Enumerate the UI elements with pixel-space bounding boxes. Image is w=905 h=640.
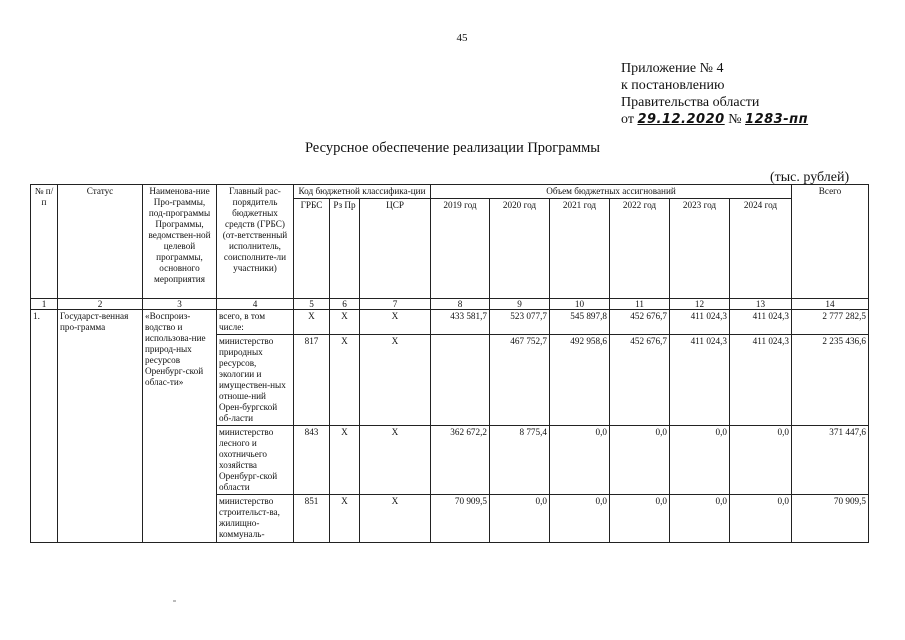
number-sign: № [728,112,742,127]
row-value: 0,0 [610,495,670,543]
item-status: Государст-венная про-грамма [58,310,143,543]
scan-artifact [173,600,176,602]
row-grbs: X [294,310,330,335]
column-number: 14 [792,299,869,310]
row-csr: X [360,426,431,495]
row-value: 0,0 [730,495,792,543]
handwritten-number: 1283-пп [745,112,809,127]
header-allocations: Объем бюджетных ассигнований [431,185,792,199]
row-rzpr: X [330,335,360,426]
column-number: 2 [58,299,143,310]
date-prefix: от [621,112,634,127]
column-number: 7 [360,299,431,310]
header-year: 2019 год [431,199,490,299]
appendix-reference: к постановлению [621,78,725,93]
header-status: Статус [58,185,143,299]
row-value: 0,0 [490,495,550,543]
column-number: 11 [610,299,670,310]
appendix-authority: Правительства области [621,95,760,110]
row-value: 70 909,5 [431,495,490,543]
resource-table [30,184,869,543]
row-grbs: 851 [294,495,330,543]
row-value: 0,0 [670,495,730,543]
column-number: 8 [431,299,490,310]
row-total: 2 235 436,6 [792,335,869,426]
header-name: Наименова-ние Про-граммы, под-программы Программы, ведомствен-ной целевой программы, основного мероприятия [143,185,217,299]
row-executor: министерство лесного и охотничьего хозяйства Оренбург-ской области [217,426,294,495]
column-number: 1 [31,299,58,310]
row-value: 545 897,8 [550,310,610,335]
header-year: 2021 год [550,199,610,299]
header-year: 2022 год [610,199,670,299]
page-number: 45 [456,32,468,44]
row-value: 411 024,3 [730,335,792,426]
row-value: 523 077,7 [490,310,550,335]
row-value: 362 672,2 [431,426,490,495]
row-grbs: 843 [294,426,330,495]
header-csr: ЦСР [360,199,431,299]
row-value: 0,0 [730,426,792,495]
row-value: 452 676,7 [610,310,670,335]
row-value: 411 024,3 [670,310,730,335]
row-value: 0,0 [550,495,610,543]
row-executor: министерство строительст-ва, жилищно-коммуналь- [217,495,294,543]
column-number: 6 [330,299,360,310]
column-number: 4 [217,299,294,310]
item-name: «Воспроиз-водство и использова-ние природ-ных ресурсов Оренбург-ской облас-ти» [143,310,217,543]
column-numbers-row [31,299,869,310]
row-csr: X [360,495,431,543]
row-value: 8 775,4 [490,426,550,495]
header-budget-code: Код бюджетной классифика-ции [294,185,431,199]
header-row-1 [31,185,869,199]
column-number: 5 [294,299,330,310]
row-total: 371 447,6 [792,426,869,495]
column-number: 10 [550,299,610,310]
row-rzpr: X [330,495,360,543]
header-year: 2020 год [490,199,550,299]
header-executor: Главный рас-порядитель бюджетных средств (ГРБС) (от-ветственный исполнитель, соисполните-ли участники) [217,185,294,299]
table-row [31,310,869,335]
appendix-title: Приложение № 4 [621,61,724,76]
row-total: 2 777 282,5 [792,310,869,335]
row-value: 411 024,3 [730,310,792,335]
row-value: 467 752,7 [490,335,550,426]
row-rzpr: X [330,310,360,335]
header-num: № п/п [31,185,58,299]
row-value: 433 581,7 [431,310,490,335]
column-number: 12 [670,299,730,310]
row-executor: всего, в том числе: [217,310,294,335]
row-value: 492 958,6 [550,335,610,426]
header-total: Всего [792,185,869,299]
header-year: 2024 год [730,199,792,299]
handwritten-date: 29.12.2020 [637,112,725,127]
header-year: 2023 год [670,199,730,299]
row-csr: X [360,310,431,335]
row-value: 0,0 [610,426,670,495]
row-value: 0,0 [670,426,730,495]
appendix-date-line [621,111,808,128]
header-grbs: ГРБС [294,199,330,299]
row-value: 411 024,3 [670,335,730,426]
column-number: 13 [730,299,792,310]
units-label: (тыс. рублей) [770,170,850,185]
row-total: 70 909,5 [792,495,869,543]
row-value [431,335,490,426]
column-number: 9 [490,299,550,310]
document-title: Ресурсное обеспечение реализации Программы [304,140,601,156]
row-value: 452 676,7 [610,335,670,426]
row-rzpr: X [330,426,360,495]
row-csr: X [360,335,431,426]
row-grbs: 817 [294,335,330,426]
row-value: 0,0 [550,426,610,495]
item-num: 1. [31,310,58,543]
row-executor: министерство природных ресурсов, экологии и имуществен-ных отноше-ний Орен-бургской об-ласти [217,335,294,426]
column-number: 3 [143,299,217,310]
header-rzpr: Рз Пр [330,199,360,299]
appendix-header [621,60,808,128]
